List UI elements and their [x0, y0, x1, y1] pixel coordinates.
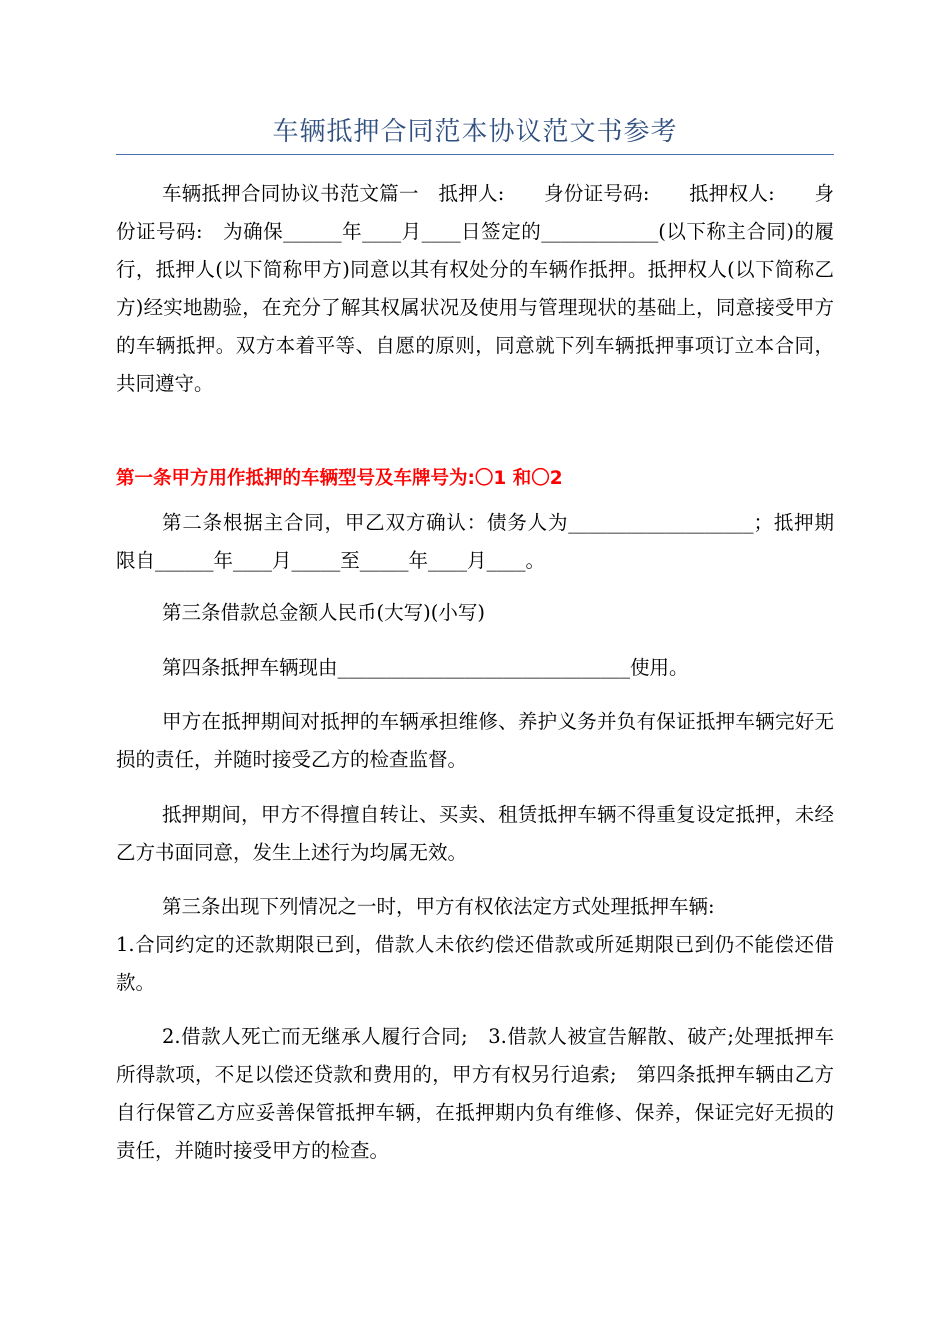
paragraph-article-three-conditions: 第三条出现下列情况之一时，甲方有权依法定方式处理抵押车辆: [162, 895, 715, 918]
paragraph-conditions-two-three: 2.借款人死亡而无继承人履行合同; 3.借款人被宣告解散、破产;处理抵押车所得款项，不足以偿还贷款和费用的，甲方有权另行追索; 第四条抵押车辆由乙方自行保管乙方应妥善保管抵押车辆，在抵押期内负有维修、保养，保证完好无损的责任，并随时接受甲方的检查。 [116, 1025, 834, 1162]
paragraph-condition-one: 1.合同约定的还款期限已到，借款人未依约偿还借款或所延期限已到仍不能偿还借款。 [116, 933, 834, 994]
paragraph-article-three-loan: 第三条借款总金额人民币(大写)(小写) [162, 601, 485, 624]
document-title: 车辆抵押合同范本协议范文书参考 [272, 117, 678, 147]
paragraph-restrictions: 抵押期间，甲方不得擅自转让、买卖、租赁抵押车辆不得重复设定抵押，未经乙方书面同意，发生上述行为均属无效。 [116, 803, 834, 864]
paragraph-article-two: 第二条根据主合同，甲乙双方确认：债务人为___________________；抵押期限自______年____月_____至_____年____月____。 [116, 511, 834, 572]
article-one-heading: 第一条甲方用作抵押的车辆型号及车牌号为:〇1 和〇2 [116, 468, 563, 489]
paragraph-maintenance: 甲方在抵押期间对抵押的车辆承担维修、养护义务并负有保证抵押车辆完好无损的责任，并随时接受乙方的检查监督。 [116, 710, 834, 771]
paragraph-intro: 车辆抵押合同协议书范文篇一 抵押人: 身份证号码: 抵押权人: 身份证号码: 为确保______年____月____日签定的____________(以下称主合同)的履行，抵押人(以下简称甲方)同意以其有权处分的车辆作抵押。抵押权人(以下简称乙方)经实地勘验，在充分了解其权属状况及使用与管理现状的基础上，同意接受甲方的车辆抵押。双方本着平等、自愿的原则，同意就下列车辆抵押事项订立本合同，共同遵守。 [116, 182, 834, 395]
title-underline [116, 154, 834, 155]
paragraph-article-four-use: 第四条抵押车辆现由______________________________使用。 [162, 656, 689, 679]
